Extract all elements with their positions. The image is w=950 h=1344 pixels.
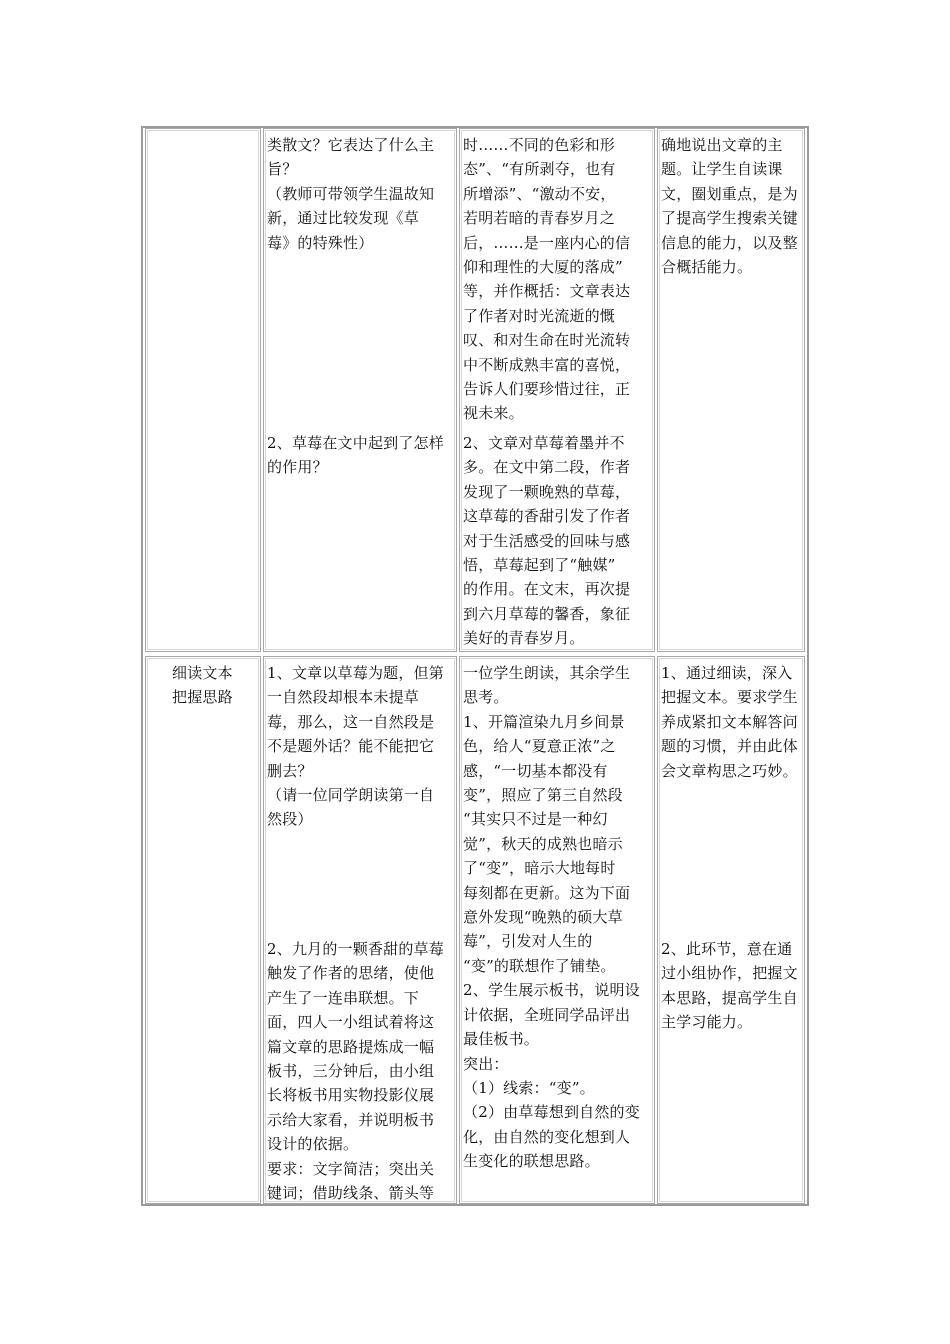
answer-cell — [459, 128, 655, 652]
answer-text: 时……不同的色彩和形 态”、“有所剥夺，也有 所增添”、“激动不安， 若明若暗的青春岁月之 后，……是一座内心的信 仰和理性的大厦的落成” 等，并作概括：文章表达 了作者对时光流逝的慨 叹、和对生命在时光流转 中不断成熟丰富的喜悦， 告诉人们要珍惜过往，正 视未来。 — [463, 136, 631, 423]
question-cell — [263, 128, 457, 652]
answer-text: 2、文章对草莓着墨并不 多。在文中第二段，作者 发现了一颗晚熟的草莓， 这草莓的香甜引发了作者 对于生活感受的回味与感 悟，草莓起到了“触媒” 的作用。在文末，再次提 到六月草莓的馨香，象征 美好的青春岁月。 — [463, 434, 631, 648]
answer-cell — [459, 656, 655, 1204]
intent-cell — [657, 656, 805, 1204]
question-text: 2、九月的一颗香甜的草莓 触发了作者的思绪，使他 产生了一连串联想。下 面，四人一小组试着将这 篇文章的思路提炼成一幅 板书，三分钟后，由小组 长将板书用实物投影仪展 示给大家看，并说明板书 设计的依据。 要求：文字简洁；突出关 键词；借助线条、箭头等 — [267, 940, 444, 1203]
question-text: 2、草莓在文中起到了怎样 的作用？ — [267, 434, 444, 477]
intent-text: 1、通过细读，深入 把握文本。要求学生 养成紧扣文本解答问 题的习惯，并由此体 会文章构思之巧妙。 — [661, 664, 798, 780]
stage-cell — [145, 656, 261, 1204]
stage-text: 细读文本 把握思路 — [172, 664, 233, 707]
table-row — [143, 656, 807, 1204]
table-row — [143, 128, 807, 652]
lesson-plan-table — [141, 126, 809, 1206]
question-text: 类散文？它表达了什么主 旨？ （教师可带领学生温故知 新，通过比较发现《草 莓》的特殊性） — [267, 136, 435, 252]
question-text: 1、文章以草莓为题，但第 一自然段却根本未提草 莓，那么，这一自然段是 不是题外话？能不能把它 删去？ （请一位同学朗读第一自 然段） — [267, 664, 444, 829]
question-cell — [263, 656, 457, 1204]
stage-cell — [145, 128, 261, 652]
intent-cell — [657, 128, 805, 652]
answer-text: 一位学生朗读，其余学生 思考。 1、开篇渲染九月乡间景 色，给人“夏意正浓”之 感，“一切基本都没有 变”，照应了第三自然段 “其实只不过是一种幻 觉”，秋天的成熟也暗示 了“变”，暗示大地每时 每刻都在更新。这为下面 意外发现“晚熟的硕大草 莓”，引发对人生的 “变”的联想作了铺垫。 2、学生展示板书，说明设 计依据，全班同学品评出 最佳板书。 突出： （1）线索：“变”。 （2）由草莓想到自然的变 化，由自然的变化想到人 生变化的联想思路。 — [463, 664, 640, 1171]
intent-text: 确地说出文章的主 题。让学生自读课 文，圈划重点，是为 了提高学生搜索关键 信息的能力，以及整 合概括能力。 — [661, 136, 798, 277]
intent-text: 2、此环节，意在通 过小组协作，把握文 本思路，提高学生自 主学习能力。 — [661, 940, 798, 1032]
